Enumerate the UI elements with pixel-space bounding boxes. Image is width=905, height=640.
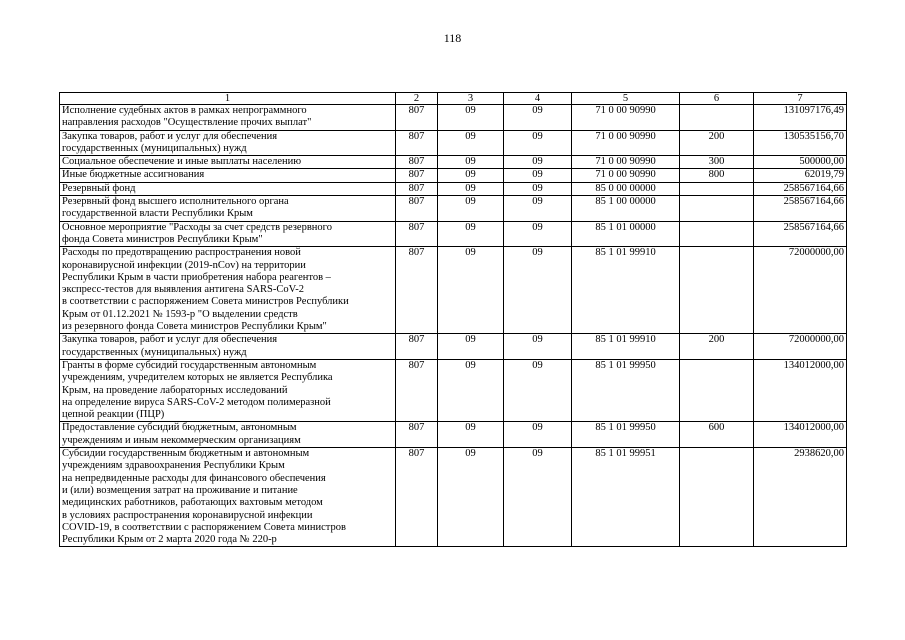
cell-type: 200 xyxy=(680,334,754,360)
table-row xyxy=(60,169,847,182)
cell-amount: 258567164,66 xyxy=(754,182,847,195)
cell-section: 09 xyxy=(438,221,504,247)
table-body xyxy=(60,105,847,547)
cell-name: Резервный фонд xyxy=(60,182,396,195)
cell-type xyxy=(680,221,754,247)
cell-name: Предоставление субсидий бюджетным, автономным учреждениям и иным некоммерческим организациям xyxy=(60,422,396,448)
budget-table xyxy=(59,92,847,547)
cell-name: Расходы по предотвращению распространения новой коронавирусной инфекции (2019-nCov) на территории Республики Крым в части приобретения набора реагентов – экспресс-тестов для выявления антигена SARS-CoV-2 в соответствии с распоряжением Совета министров Республики Крым от 01.12.2021 № 1593-р "О выделении средств из резервного фонда Совета министров Республики Крым" xyxy=(60,247,396,334)
cell-target: 85 1 01 99910 xyxy=(572,247,680,334)
cell-subsection: 09 xyxy=(504,169,572,182)
column-header-type: 6 xyxy=(680,93,754,105)
cell-amount: 2938620,00 xyxy=(754,448,847,547)
column-header-code: 2 xyxy=(396,93,438,105)
cell-subsection: 09 xyxy=(504,221,572,247)
cell-subsection: 09 xyxy=(504,156,572,169)
cell-section: 09 xyxy=(438,130,504,156)
cell-name: Основное мероприятие "Расходы за счет средств резервного фонда Совета министров Республики Крым" xyxy=(60,221,396,247)
cell-amount: 62019,79 xyxy=(754,169,847,182)
cell-target: 71 0 00 90990 xyxy=(572,156,680,169)
cell-code: 807 xyxy=(396,105,438,131)
cell-code: 807 xyxy=(396,448,438,547)
cell-amount: 134012000,00 xyxy=(754,422,847,448)
table-row xyxy=(60,448,847,547)
cell-section: 09 xyxy=(438,359,504,421)
cell-section: 09 xyxy=(438,247,504,334)
cell-type: 300 xyxy=(680,156,754,169)
column-header-amount: 7 xyxy=(754,93,847,105)
cell-subsection: 09 xyxy=(504,448,572,547)
header-row xyxy=(60,93,847,105)
page-number: 118 xyxy=(443,31,462,45)
cell-subsection: 09 xyxy=(504,422,572,448)
cell-section: 09 xyxy=(438,196,504,222)
table-row xyxy=(60,196,847,222)
cell-amount: 131097176,49 xyxy=(754,105,847,131)
cell-code: 807 xyxy=(396,130,438,156)
cell-type: 800 xyxy=(680,169,754,182)
cell-subsection: 09 xyxy=(504,196,572,222)
table-row xyxy=(60,105,847,131)
table-row xyxy=(60,130,847,156)
cell-target: 71 0 00 90990 xyxy=(572,130,680,156)
cell-section: 09 xyxy=(438,422,504,448)
table-row xyxy=(60,182,847,195)
cell-amount: 130535156,70 xyxy=(754,130,847,156)
table-row xyxy=(60,334,847,360)
cell-section: 09 xyxy=(438,448,504,547)
cell-subsection: 09 xyxy=(504,359,572,421)
cell-code: 807 xyxy=(396,221,438,247)
column-header-name: 1 xyxy=(60,93,396,105)
table-row xyxy=(60,359,847,421)
cell-name: Закупка товаров, работ и услуг для обеспечения государственных (муниципальных) нужд xyxy=(60,130,396,156)
cell-subsection: 09 xyxy=(504,105,572,131)
cell-subsection: 09 xyxy=(504,334,572,360)
cell-type: 600 xyxy=(680,422,754,448)
cell-subsection: 09 xyxy=(504,130,572,156)
cell-section: 09 xyxy=(438,182,504,195)
table-row xyxy=(60,156,847,169)
cell-amount: 134012000,00 xyxy=(754,359,847,421)
cell-code: 807 xyxy=(396,334,438,360)
cell-target: 85 1 01 99951 xyxy=(572,448,680,547)
cell-code: 807 xyxy=(396,422,438,448)
cell-name: Резервный фонд высшего исполнительного органа государственной власти Республики Крым xyxy=(60,196,396,222)
cell-section: 09 xyxy=(438,169,504,182)
cell-amount: 258567164,66 xyxy=(754,221,847,247)
cell-section: 09 xyxy=(438,334,504,360)
cell-amount: 500000,00 xyxy=(754,156,847,169)
cell-target: 85 1 01 99950 xyxy=(572,359,680,421)
cell-target: 85 1 01 99950 xyxy=(572,422,680,448)
cell-type xyxy=(680,247,754,334)
cell-target: 71 0 00 90990 xyxy=(572,169,680,182)
cell-type xyxy=(680,448,754,547)
cell-code: 807 xyxy=(396,247,438,334)
table-row xyxy=(60,247,847,334)
cell-type xyxy=(680,105,754,131)
cell-subsection: 09 xyxy=(504,247,572,334)
cell-type xyxy=(680,359,754,421)
cell-target: 71 0 00 90990 xyxy=(572,105,680,131)
cell-name: Иные бюджетные ассигнования xyxy=(60,169,396,182)
column-header-subsection: 4 xyxy=(504,93,572,105)
cell-target: 85 1 00 00000 xyxy=(572,196,680,222)
cell-subsection: 09 xyxy=(504,182,572,195)
table-row xyxy=(60,221,847,247)
cell-target: 85 1 01 00000 xyxy=(572,221,680,247)
cell-code: 807 xyxy=(396,182,438,195)
cell-section: 09 xyxy=(438,105,504,131)
cell-code: 807 xyxy=(396,359,438,421)
cell-type xyxy=(680,182,754,195)
cell-amount: 72000000,00 xyxy=(754,247,847,334)
cell-code: 807 xyxy=(396,169,438,182)
cell-amount: 258567164,66 xyxy=(754,196,847,222)
cell-target: 85 1 01 99910 xyxy=(572,334,680,360)
cell-name: Социальное обеспечение и иные выплаты населению xyxy=(60,156,396,169)
cell-section: 09 xyxy=(438,156,504,169)
cell-name: Исполнение судебных актов в рамках непрограммного направления расходов "Осуществление прочих выплат" xyxy=(60,105,396,131)
cell-target: 85 0 00 00000 xyxy=(572,182,680,195)
column-header-target: 5 xyxy=(572,93,680,105)
cell-name: Субсидии государственным бюджетным и автономным учреждениям здравоохранения Республики Крым на непредвиденные расходы для финансового обеспечения и (или) возмещения затрат на проживание и питание медицинских работников, работающих вахтовым методом в условиях распространения коронавирусной инфекции COVID-19, в соответствии с распоряжением Совета министров Республики Крым от 2 марта 2020 года № 220-р xyxy=(60,448,396,547)
cell-type: 200 xyxy=(680,130,754,156)
cell-name: Закупка товаров, работ и услуг для обеспечения государственных (муниципальных) нужд xyxy=(60,334,396,360)
cell-code: 807 xyxy=(396,156,438,169)
table-row xyxy=(60,422,847,448)
cell-code: 807 xyxy=(396,196,438,222)
cell-name: Гранты в форме субсидий государственным автономным учреждениям, учредителем которых не является Республика Крым, на проведение лабораторных исследований на определение вируса SARS-CoV-2 методом полимеразной цепной реакции (ПЦР) xyxy=(60,359,396,421)
cell-type xyxy=(680,196,754,222)
cell-amount: 72000000,00 xyxy=(754,334,847,360)
column-header-section: 3 xyxy=(438,93,504,105)
